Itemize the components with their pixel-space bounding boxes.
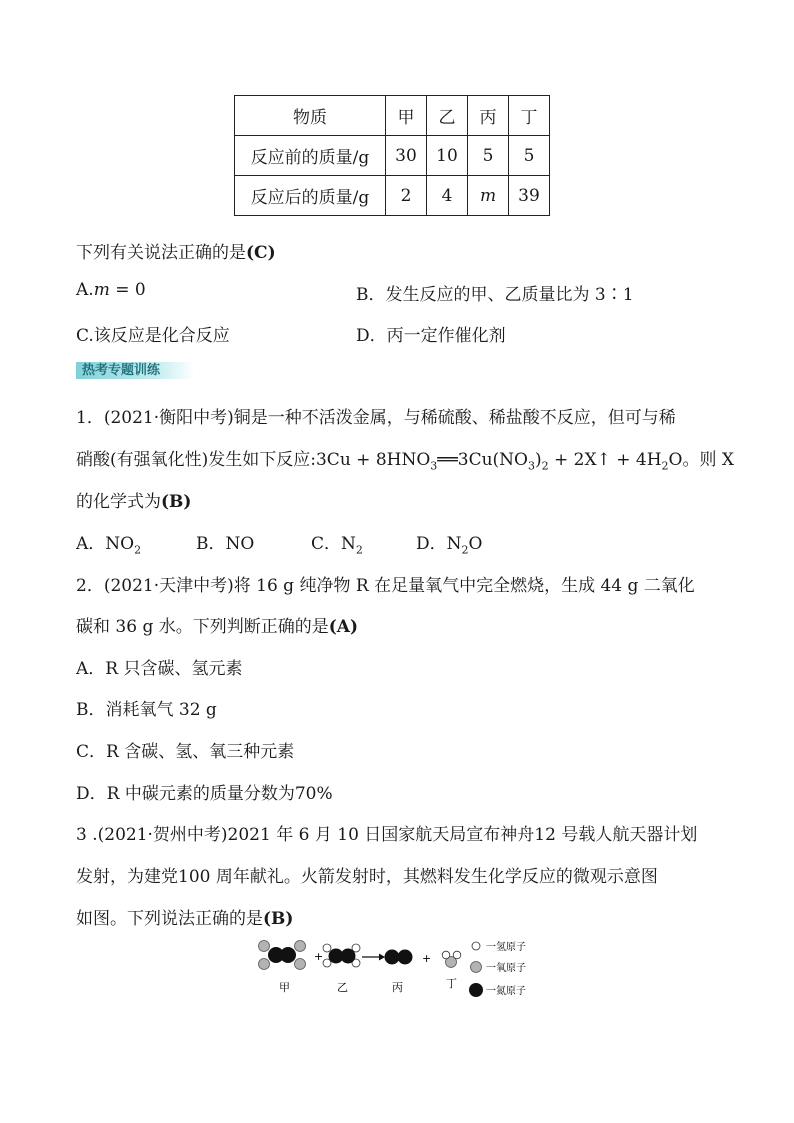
option-d: D．丙一定作催化剂 bbox=[356, 326, 506, 346]
q1-line3: 的化学式为(B) bbox=[76, 492, 192, 512]
molecule-yi bbox=[323, 944, 360, 967]
legend-hydrogen: 一氢原子 bbox=[486, 942, 526, 953]
q2-option-b: B．消耗氧气 32 g bbox=[76, 700, 217, 720]
label-yi: 乙 bbox=[337, 981, 348, 994]
question-stem: 下列有关说法正确的是(C) bbox=[76, 243, 276, 263]
table-cell: 甲 bbox=[386, 96, 427, 136]
option-c: C.该反应是化合反应 bbox=[76, 326, 230, 346]
q2-line1: 2．(2021·天津中考)将 16 g 纯净物 R 在足量氧气中完全燃烧，生成 44 g 二氧化 bbox=[76, 576, 695, 596]
q1-option-b: B．NO bbox=[196, 534, 255, 554]
table-row bbox=[235, 136, 550, 176]
table-cell: 5 bbox=[509, 136, 550, 176]
option-b: B．发生反应的甲、乙质量比为 3∶1 bbox=[356, 285, 634, 305]
molecule-diagram bbox=[255, 935, 555, 1001]
molecule-ding bbox=[442, 951, 461, 967]
q2-option-d: D．R 中碳元素的质量分数为70% bbox=[76, 784, 333, 804]
molecule-jia bbox=[259, 941, 306, 970]
answer: (A) bbox=[328, 617, 359, 637]
table-header-row bbox=[235, 96, 550, 136]
q1-option-d: D．$N_2O$ bbox=[416, 534, 483, 557]
answer: (B) bbox=[161, 492, 192, 512]
mass-table bbox=[234, 95, 550, 216]
table-cell: 2 bbox=[386, 176, 427, 216]
table-cell: 10 bbox=[427, 136, 468, 176]
q1-line1: 1．(2021·衡阳中考)铜是一种不活泼金属，与稀硫酸、稀盐酸不反应，但可与稀 bbox=[76, 408, 676, 428]
answer: (B) bbox=[263, 909, 294, 929]
section-tag: 热考专题训练 bbox=[76, 362, 194, 379]
q2-option-a: A．R 只含碳、氢元素 bbox=[76, 659, 243, 679]
q3-line1: 3 .(2021·贺州中考)2021 年 6 月 10 日国家航天局宣布神舟12 号载人航天器计划 bbox=[76, 825, 698, 845]
table-cell: 4 bbox=[427, 176, 468, 216]
answer: (C) bbox=[246, 243, 276, 263]
table-cell: 反应前的质量/g bbox=[235, 136, 386, 176]
q2-line2: 碳和 36 g 水。下列判断正确的是(A) bbox=[76, 617, 359, 637]
q3-line3: 如图。下列说法正确的是(B) bbox=[76, 909, 294, 929]
label-ding: 丁 bbox=[446, 977, 457, 990]
table-cell: 丁 bbox=[509, 96, 550, 136]
q1-option-c: C．$N_2$ bbox=[311, 534, 363, 557]
table-cell: 39 bbox=[509, 176, 550, 216]
legend-oxygen: 一氧原子 bbox=[486, 963, 526, 974]
molecule-bing bbox=[385, 950, 413, 965]
legend-nitrogen: 一氮原子 bbox=[486, 986, 526, 997]
table-cell: 乙 bbox=[427, 96, 468, 136]
q3-line2: 发射，为建党100 周年献礼。火箭发射时，其燃料发生化学反应的微观示意图 bbox=[76, 867, 658, 887]
q1-line2: 硝酸(有强氧化性)发生如下反应:3Cu + $8HNO_3══3Cu(NO_3)_2$ + 2X↑ + $4H_2O$。则 X bbox=[76, 450, 734, 473]
q2-option-c: C．R 含碳、氢、氧三种元素 bbox=[76, 742, 295, 762]
table-row bbox=[235, 176, 550, 216]
table-cell: 5 bbox=[468, 136, 509, 176]
label-jia: 甲 bbox=[279, 981, 290, 994]
table-cell: 30 bbox=[386, 136, 427, 176]
table-cell: 物质 bbox=[235, 96, 386, 136]
table-cell: 反应后的质量/g bbox=[235, 176, 386, 216]
legend bbox=[469, 940, 526, 997]
plus-sign: + bbox=[314, 950, 324, 963]
table-cell: m bbox=[468, 176, 509, 216]
reaction-arrow bbox=[362, 954, 385, 961]
q1-option-a: A．$NO_2$ bbox=[76, 534, 142, 557]
label-bing: 丙 bbox=[392, 981, 403, 994]
plus-sign: + bbox=[422, 952, 432, 965]
table-cell: 丙 bbox=[468, 96, 509, 136]
option-a: A.m = 0 bbox=[76, 280, 146, 300]
